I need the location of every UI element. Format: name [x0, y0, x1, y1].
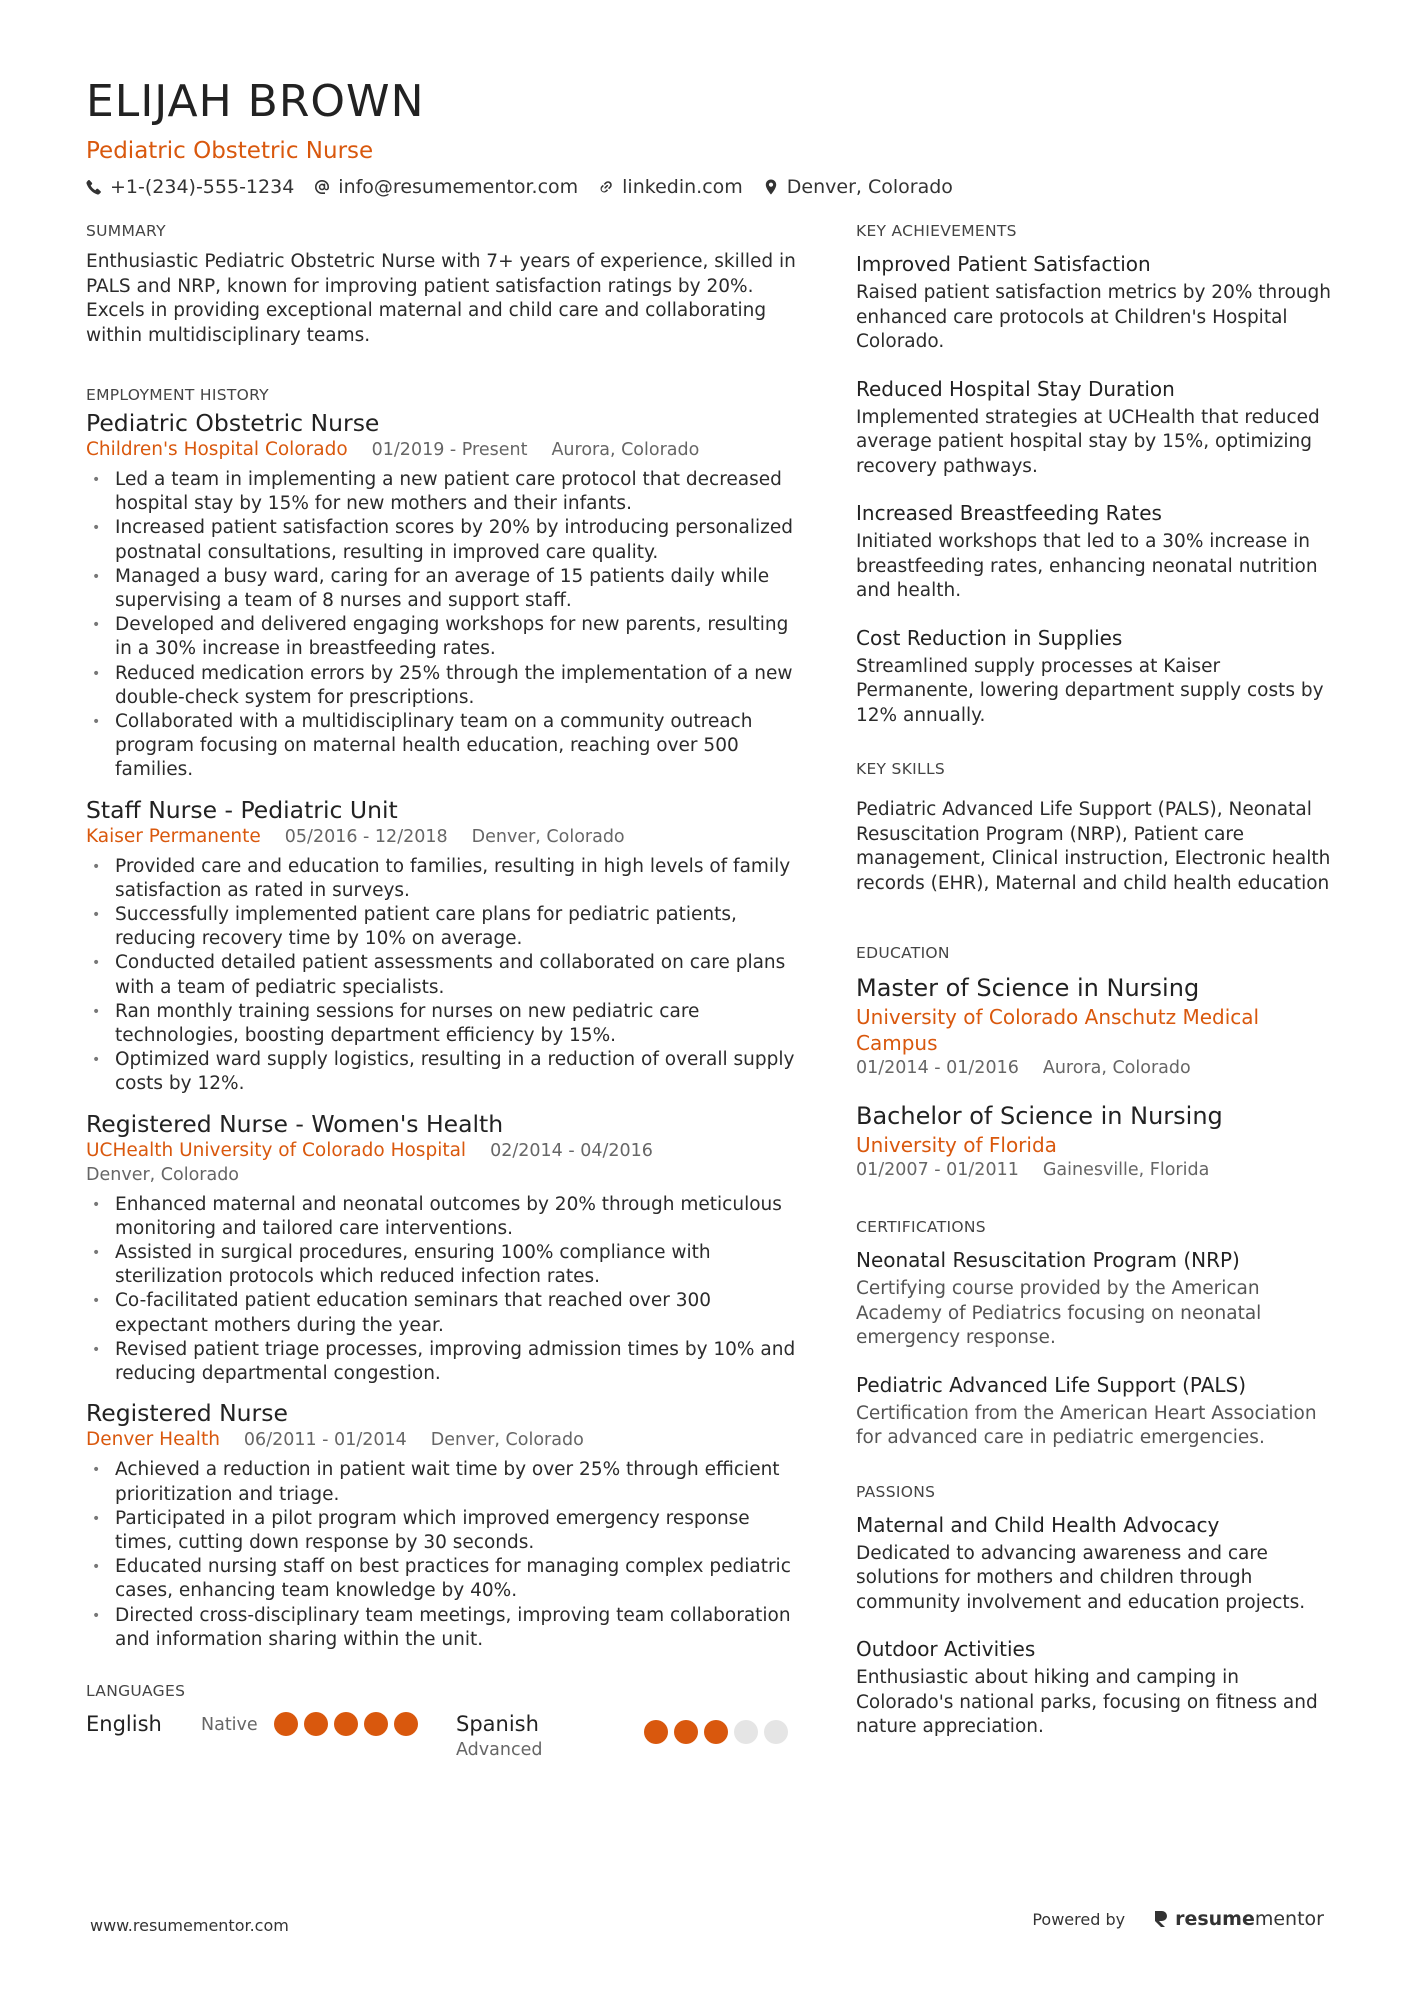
job-bullet: • Led a team in implementing a new patient care protocol that decreased hospital stay by 15% for new mothers and their infants.: [86, 468, 796, 516]
education-item: [856, 1100, 1336, 1182]
achievement-title: Cost Reduction in Supplies: [856, 625, 1123, 650]
certification-item: [856, 1371, 1336, 1451]
job-bullet: • Collaborated with a multidisciplinary team on a community outreach program focusing on maternal health education, reaching over 500 families.: [86, 710, 796, 783]
language-level: Advanced: [456, 1739, 543, 1760]
phone-icon: [86, 179, 102, 195]
job-bullet: • Successfully implemented patient care plans for pediatric patients, reducing recovery time by 10% on average.: [86, 903, 796, 951]
section-title: LANGUAGES: [86, 1681, 186, 1700]
job-bullet: • Increased patient satisfaction scores by 20% by introducing personalized postnatal consultations, resulting in improved care quality.: [86, 516, 796, 564]
job-company: Kaiser Permanente: [86, 825, 261, 847]
job-meta: [86, 438, 796, 462]
right-column: [856, 220, 1336, 1776]
job-entry: [86, 1109, 796, 1387]
section-title: SUMMARY: [86, 222, 166, 240]
achievement-item: [856, 499, 1336, 604]
language-rating: [274, 1710, 418, 1736]
section-title: EMPLOYMENT HISTORY: [86, 386, 269, 404]
achievements-section: [856, 220, 1336, 728]
email-text: info@resumementor.com: [338, 176, 579, 198]
job-bullet: • Reduced medication errors by 25% through the implementation of a new double-check system for prescriptions.: [86, 662, 796, 710]
achievement-item: [856, 624, 1336, 729]
location-text: Denver, Colorado: [786, 176, 953, 198]
job-bullet: • Revised patient triage processes, improving admission times by 10% and reducing departmental congestion.: [86, 1338, 796, 1386]
languages-section: [86, 1680, 796, 1762]
job-bullet: • Assisted in surgical procedures, ensuring 100% compliance with sterilization protocols which reduced infection rates.: [86, 1241, 796, 1289]
phone-text: +1-(234)-555-1234: [110, 176, 295, 198]
certification-title: Neonatal Resuscitation Program (NRP): [856, 1248, 1240, 1272]
education-dates: 01/2014 - 01/2016: [856, 1058, 1019, 1078]
achievement-title: Improved Patient Satisfaction: [856, 252, 1151, 276]
job-meta: [86, 1139, 796, 1187]
language-item: [86, 1710, 456, 1738]
job-location: Aurora, Colorado: [551, 440, 700, 460]
education-degree: Bachelor of Science in Nursing: [856, 1102, 1223, 1130]
job-bullet: • Ran monthly training sessions for nurses on new pediatric care technologies, boosting department efficiency by 15%.: [86, 1000, 796, 1048]
job-bullet: • Enhanced maternal and neonatal outcomes by 20% through meticulous monitoring and tailored care interventions.: [86, 1193, 796, 1241]
language-rating: [644, 1710, 788, 1744]
rating-dot: [334, 1712, 358, 1736]
brand-name-bold: resume: [1175, 1908, 1255, 1930]
education-location: Aurora, Colorado: [1042, 1058, 1191, 1078]
passion-title: Maternal and Child Health Advocacy: [856, 1512, 1220, 1537]
candidate-name: ELIJAH BROWN: [86, 76, 425, 127]
job-bullet: • Directed cross-disciplinary team meetings, improving team collaboration and information sharing within the unit.: [86, 1604, 796, 1652]
education-location: Gainesville, Florida: [1042, 1160, 1210, 1180]
job-company: Children's Hospital Colorado: [86, 439, 348, 460]
job-title: Registered Nurse - Women's Health: [86, 1109, 504, 1138]
linkedin-text: linkedin.com: [622, 176, 743, 198]
languages-list: [86, 1710, 796, 1762]
job-bullets: [86, 468, 796, 783]
link-icon: [598, 179, 614, 195]
job-dates: 01/2019 - Present: [371, 440, 528, 460]
rating-dot: [674, 1720, 698, 1744]
education-school: University of Colorado Anschutz Medical Campus: [856, 1005, 1260, 1055]
job-meta: [86, 1428, 796, 1452]
rating-dot: [734, 1720, 758, 1744]
job-location: Denver, Colorado: [86, 1164, 240, 1185]
contact-location: [763, 174, 953, 200]
job-title: Pediatric Obstetric Nurse: [86, 409, 380, 437]
language-name: Spanish: [456, 1711, 539, 1736]
job-location: Denver, Colorado: [471, 826, 625, 847]
footer-branding: [1032, 1908, 1324, 1930]
rating-dot: [304, 1712, 328, 1736]
certification-item: [856, 1246, 1336, 1351]
left-column: [86, 220, 796, 1798]
job-entry: [86, 408, 796, 783]
passion-text: Enthusiastic about hiking and camping in Colorado's national parks, focusing on fitness and nature appreciation.: [856, 1667, 1318, 1737]
job-dates: 02/2014 - 04/2016: [490, 1140, 653, 1161]
employment-section: [86, 384, 796, 1652]
job-bullet: • Provided care and education to families, resulting in high levels of family satisfaction as rated in surveys.: [86, 855, 796, 903]
candidate-role: Pediatric Obstetric Nurse: [86, 138, 374, 164]
education-school: University of Florida: [856, 1133, 1057, 1157]
resume-header: [86, 74, 1326, 200]
education-meta: [856, 1056, 1336, 1080]
job-entry: [86, 1398, 796, 1652]
skills-section: [856, 758, 1336, 896]
job-dates: 05/2016 - 12/2018: [284, 826, 448, 847]
job-bullet: • Co-facilitated patient education seminars that reached over 300 expectant mothers during the year.: [86, 1289, 796, 1337]
language-label: [456, 1710, 644, 1762]
rating-dot: [394, 1712, 418, 1736]
language-item: [456, 1710, 796, 1762]
achievement-text: Raised patient satisfaction metrics by 20% through enhanced care protocols at Children's Hospital Colorado.: [856, 282, 1331, 352]
achievement-title: Reduced Hospital Stay Duration: [856, 376, 1175, 401]
rating-dot: [364, 1712, 388, 1736]
achievement-item: [856, 375, 1336, 480]
certification-text: Certifying course provided by the American Academy of Pediatrics focusing on neonatal emergency response.: [856, 1278, 1262, 1348]
rating-dot: [274, 1712, 298, 1736]
contact-linkedin[interactable]: [598, 174, 743, 200]
section-title: KEY ACHIEVEMENTS: [856, 222, 1017, 240]
summary-section: [86, 220, 796, 348]
section-title: KEY SKILLS: [856, 760, 946, 778]
achievement-text: Implemented strategies at UCHealth that reduced average patient hospital stay by 15%, optimizing recovery pathways.: [856, 406, 1320, 477]
skills-text: Pediatric Advanced Life Support (PALS), Neonatal Resuscitation Program (NRP), Patient care management, Clinical instruction, Electronic health records (EHR), Maternal and child health education: [856, 799, 1331, 894]
job-title: Registered Nurse: [86, 1399, 288, 1428]
brand-name-rest: mentor: [1254, 1908, 1324, 1930]
achievement-text: Initiated workshops that led to a 30% increase in breastfeeding rates, enhancing neonatal nutrition and health.: [856, 531, 1318, 601]
job-bullets: [86, 855, 796, 1097]
education-item: [856, 972, 1336, 1080]
job-bullets: [86, 1193, 796, 1387]
brand-logo[interactable]: [1153, 1908, 1324, 1930]
passion-item: [856, 1511, 1336, 1616]
passion-title: Outdoor Activities: [856, 1637, 1036, 1661]
passions-section: [856, 1481, 1336, 1740]
passion-item: [856, 1635, 1336, 1740]
brand-mark-icon: [1153, 1909, 1169, 1929]
job-title: Staff Nurse - Pediatric Unit: [86, 795, 398, 824]
job-bullet: • Managed a busy ward, caring for an average of 15 patients daily while supervising a team of 8 nurses and support staff.: [86, 565, 796, 613]
powered-by-label: Powered by: [1032, 1909, 1126, 1929]
language-name: English: [86, 1711, 162, 1736]
contact-bar: [86, 174, 1326, 200]
contact-phone[interactable]: [86, 174, 294, 200]
contact-email[interactable]: [314, 174, 578, 200]
certifications-section: [856, 1216, 1336, 1451]
job-bullet: • Optimized ward supply logistics, resulting in a reduction of overall supply costs by 12%.: [86, 1048, 796, 1096]
education-dates: 01/2007 - 01/2011: [856, 1160, 1019, 1180]
footer-website[interactable]: www.resumementor.com: [90, 1916, 289, 1935]
job-company: Denver Health: [86, 1429, 220, 1451]
education-meta: [856, 1158, 1336, 1182]
job-company: UCHealth University of Colorado Hospital: [86, 1139, 467, 1161]
job-bullet: • Conducted detailed patient assessments and collaborated on care plans with a team of pediatric specialists.: [86, 951, 796, 999]
certification-title: Pediatric Advanced Life Support (PALS): [856, 1372, 1247, 1397]
job-dates: 06/2011 - 01/2014: [243, 1430, 407, 1451]
rating-dot: [644, 1720, 668, 1744]
summary-text: Enthusiastic Pediatric Obstetric Nurse with 7+ years of experience, skilled in PALS and NRP, known for improving patient satisfaction ratings by 20%. Excels in providing exceptional maternal and child care and collaborating within multidisciplinary teams.: [86, 251, 796, 346]
job-entry: [86, 795, 796, 1097]
passion-text: Dedicated to advancing awareness and care solutions for mothers and children through community involvement and education projects.: [856, 1542, 1306, 1613]
job-bullets: [86, 1458, 796, 1652]
achievement-title: Increased Breastfeeding Rates: [856, 501, 1162, 525]
job-bullet: • Achieved a reduction in patient wait time by over 25% through efficient prioritization and triage.: [86, 1458, 796, 1506]
achievement-item: [856, 250, 1336, 355]
job-bullet: • Developed and delivered engaging workshops for new parents, resulting in a 30% increase in breastfeeding rates.: [86, 613, 796, 661]
section-title: EDUCATION: [856, 944, 950, 962]
education-section: [856, 942, 1336, 1182]
education-degree: Master of Science in Nursing: [856, 974, 1200, 1002]
rating-dot: [764, 1720, 788, 1744]
certification-text: Certification from the American Heart Association for advanced care in pediatric emergencies.: [856, 1402, 1317, 1448]
job-bullet: • Educated nursing staff on best practices for managing complex pediatric cases, enhancing team knowledge by 40%.: [86, 1555, 796, 1603]
rating-dot: [704, 1720, 728, 1744]
at-icon: [314, 179, 330, 195]
job-meta: [86, 825, 796, 849]
job-bullet: • Participated in a pilot program which improved emergency response times, cutting down response by 30 seconds.: [86, 1507, 796, 1555]
language-label: [86, 1710, 201, 1738]
achievement-text: Streamlined supply processes at Kaiser Permanente, lowering department supply costs by 12% annually.: [856, 655, 1324, 726]
language-level: Native: [201, 1714, 258, 1735]
location-pin-icon: [763, 179, 779, 195]
job-location: Denver, Colorado: [430, 1430, 584, 1451]
section-title: CERTIFICATIONS: [856, 1218, 986, 1236]
section-title: PASSIONS: [856, 1482, 936, 1501]
